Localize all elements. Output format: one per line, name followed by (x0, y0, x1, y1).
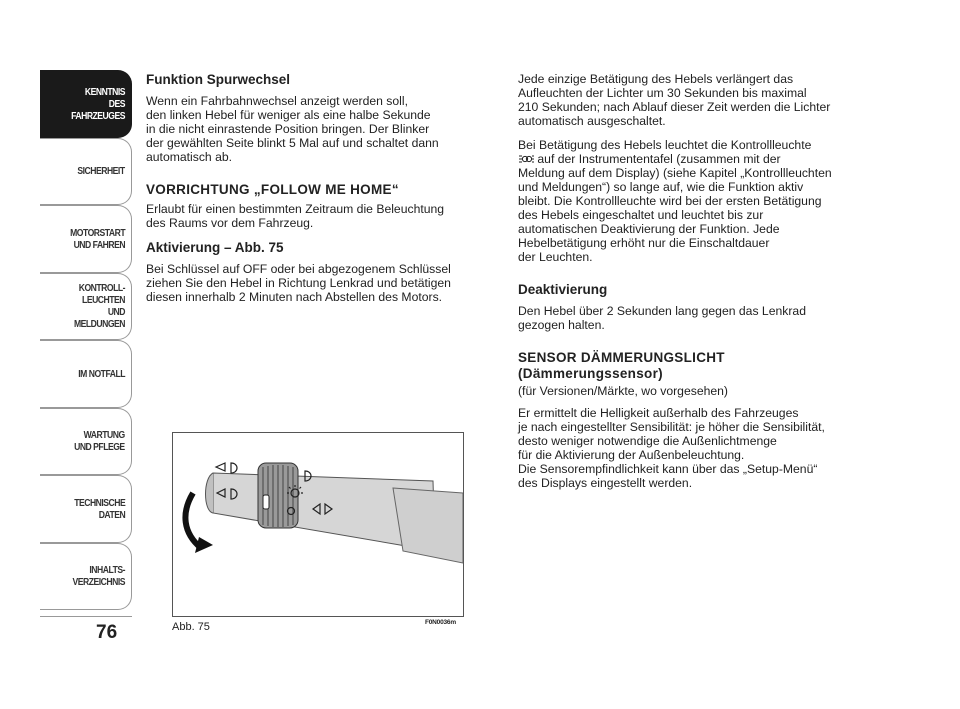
chapter-tabs (40, 70, 132, 610)
figure-code: F0N0036m (425, 619, 456, 626)
paragraph-betaetigung: Jede einzige Betätigung des Hebels verlängert das Aufleuchten der Lichter um 30 Sekunden bis maximal 210 Sekunden; nach Ablauf dieser Zeit werden die Lichter automatisch ausgeschaltet. (518, 72, 831, 128)
tab-kontrollleuchten[interactable] (40, 273, 132, 341)
tab-im-notfall[interactable] (40, 340, 132, 408)
paragraph-sensor: Er ermittelt die Helligkeit außerhalb des Fahrzeuges je nach eingestellter Sensibilität: je höher die Sensibilität, desto weniger notwendige die Außenlichtmenge für die Aktivierung der Außenbeleuchtung. Die Sensorempfindlichkeit kann über das „Setup-Menü“ des Displays eingestellt werden. (518, 406, 825, 490)
paragraph-spurwechsel: Wenn ein Fahrbahnwechsel anzeigt werden soll, den linken Hebel für weniger als eine halbe Sekunde in die nicht einrastende Position bringen. Der Blinker der gewählten Seite blinkt 5 Mal auf und schaltet dann automatisch ab. (146, 94, 439, 164)
figure-caption: Abb. 75 (172, 621, 210, 633)
tab-label: WARTUNG UND PFLEGE (74, 429, 125, 454)
tab-kenntnis[interactable] (40, 70, 132, 138)
figure-lever (172, 432, 464, 617)
tab-label: MOTORSTART UND FAHREN (69, 226, 125, 251)
right-column (518, 72, 878, 500)
text-part: auf der Instrumententafel (zusammen mit der Meldung auf dem Display) (siehe Kapitel „Kontrollleuchten und Meldungen“) so lange auf, wie die Funktion aktiv bleibt. Die Kontrollleuchte wird bei der ersten Betätigung des Hebels eingeschaltet und leuchtet bis zur automatischen Deaktivierung der Funktion. Jede Hebelbetätigung erhöht nur die Einschaltdauer der Leuchten. (518, 152, 832, 264)
tab-sicherheit[interactable] (40, 138, 132, 206)
paragraph-kontrollleuchte (518, 138, 878, 264)
tab-inhaltsverzeichnis[interactable] (40, 543, 132, 611)
tab-label: SICHERHEIT (77, 165, 125, 178)
follow-me-home-warning-icon (518, 153, 534, 163)
paragraph-deaktivierung: Den Hebel über 2 Sekunden lang gegen das Lenkrad gezogen halten. (518, 304, 806, 332)
heading-funktion-spurwechsel: Funktion Spurwechsel (146, 72, 291, 87)
paragraph-aktivierung: Bei Schlüssel auf OFF oder bei abgezogenem Schlüssel ziehen Sie den Hebel in Richtung Lenkrad und betätigen diesen innerhalb 2 Minuten nach Abstellen des Motors. (146, 262, 451, 304)
text-part: Bei Betätigung des Hebels leuchtet die Kontrollleuchte (518, 138, 812, 152)
page-number: 76 (96, 622, 118, 643)
tab-label: KENNTNIS DES FAHRZEUGES (71, 85, 125, 122)
paragraph-sensor-versions: (für Versionen/Märkte, wo vorgesehen) (518, 384, 728, 398)
tab-label: INHALTS- VERZEICHNIS (72, 564, 125, 589)
tab-motorstart[interactable] (40, 205, 132, 273)
tab-label: KONTROLL- LEUCHTEN UND MELDUNGEN (73, 282, 125, 331)
heading-sensor: SENSOR DÄMMERUNGSLICHT (Dämmerungssensor) (518, 350, 725, 381)
left-column (146, 72, 486, 314)
heading-aktivierung: Aktivierung – Abb. 75 (146, 240, 284, 255)
lever-illustration (173, 433, 463, 616)
tab-wartung[interactable] (40, 408, 132, 476)
heading-deaktivierung: Deaktivierung (518, 282, 608, 297)
tab-technische-daten[interactable] (40, 475, 132, 543)
heading-follow-me-home: VORRICHTUNG „FOLLOW ME HOME“ (146, 182, 399, 197)
tab-label: IM NOTFALL (78, 367, 125, 380)
tabs-divider (40, 616, 132, 617)
tab-label: TECHNISCHE DATEN (73, 496, 125, 521)
paragraph-follow-me-home: Erlaubt für einen bestimmten Zeitraum die Beleuchtung des Raums vor dem Fahrzeug. (146, 202, 445, 230)
